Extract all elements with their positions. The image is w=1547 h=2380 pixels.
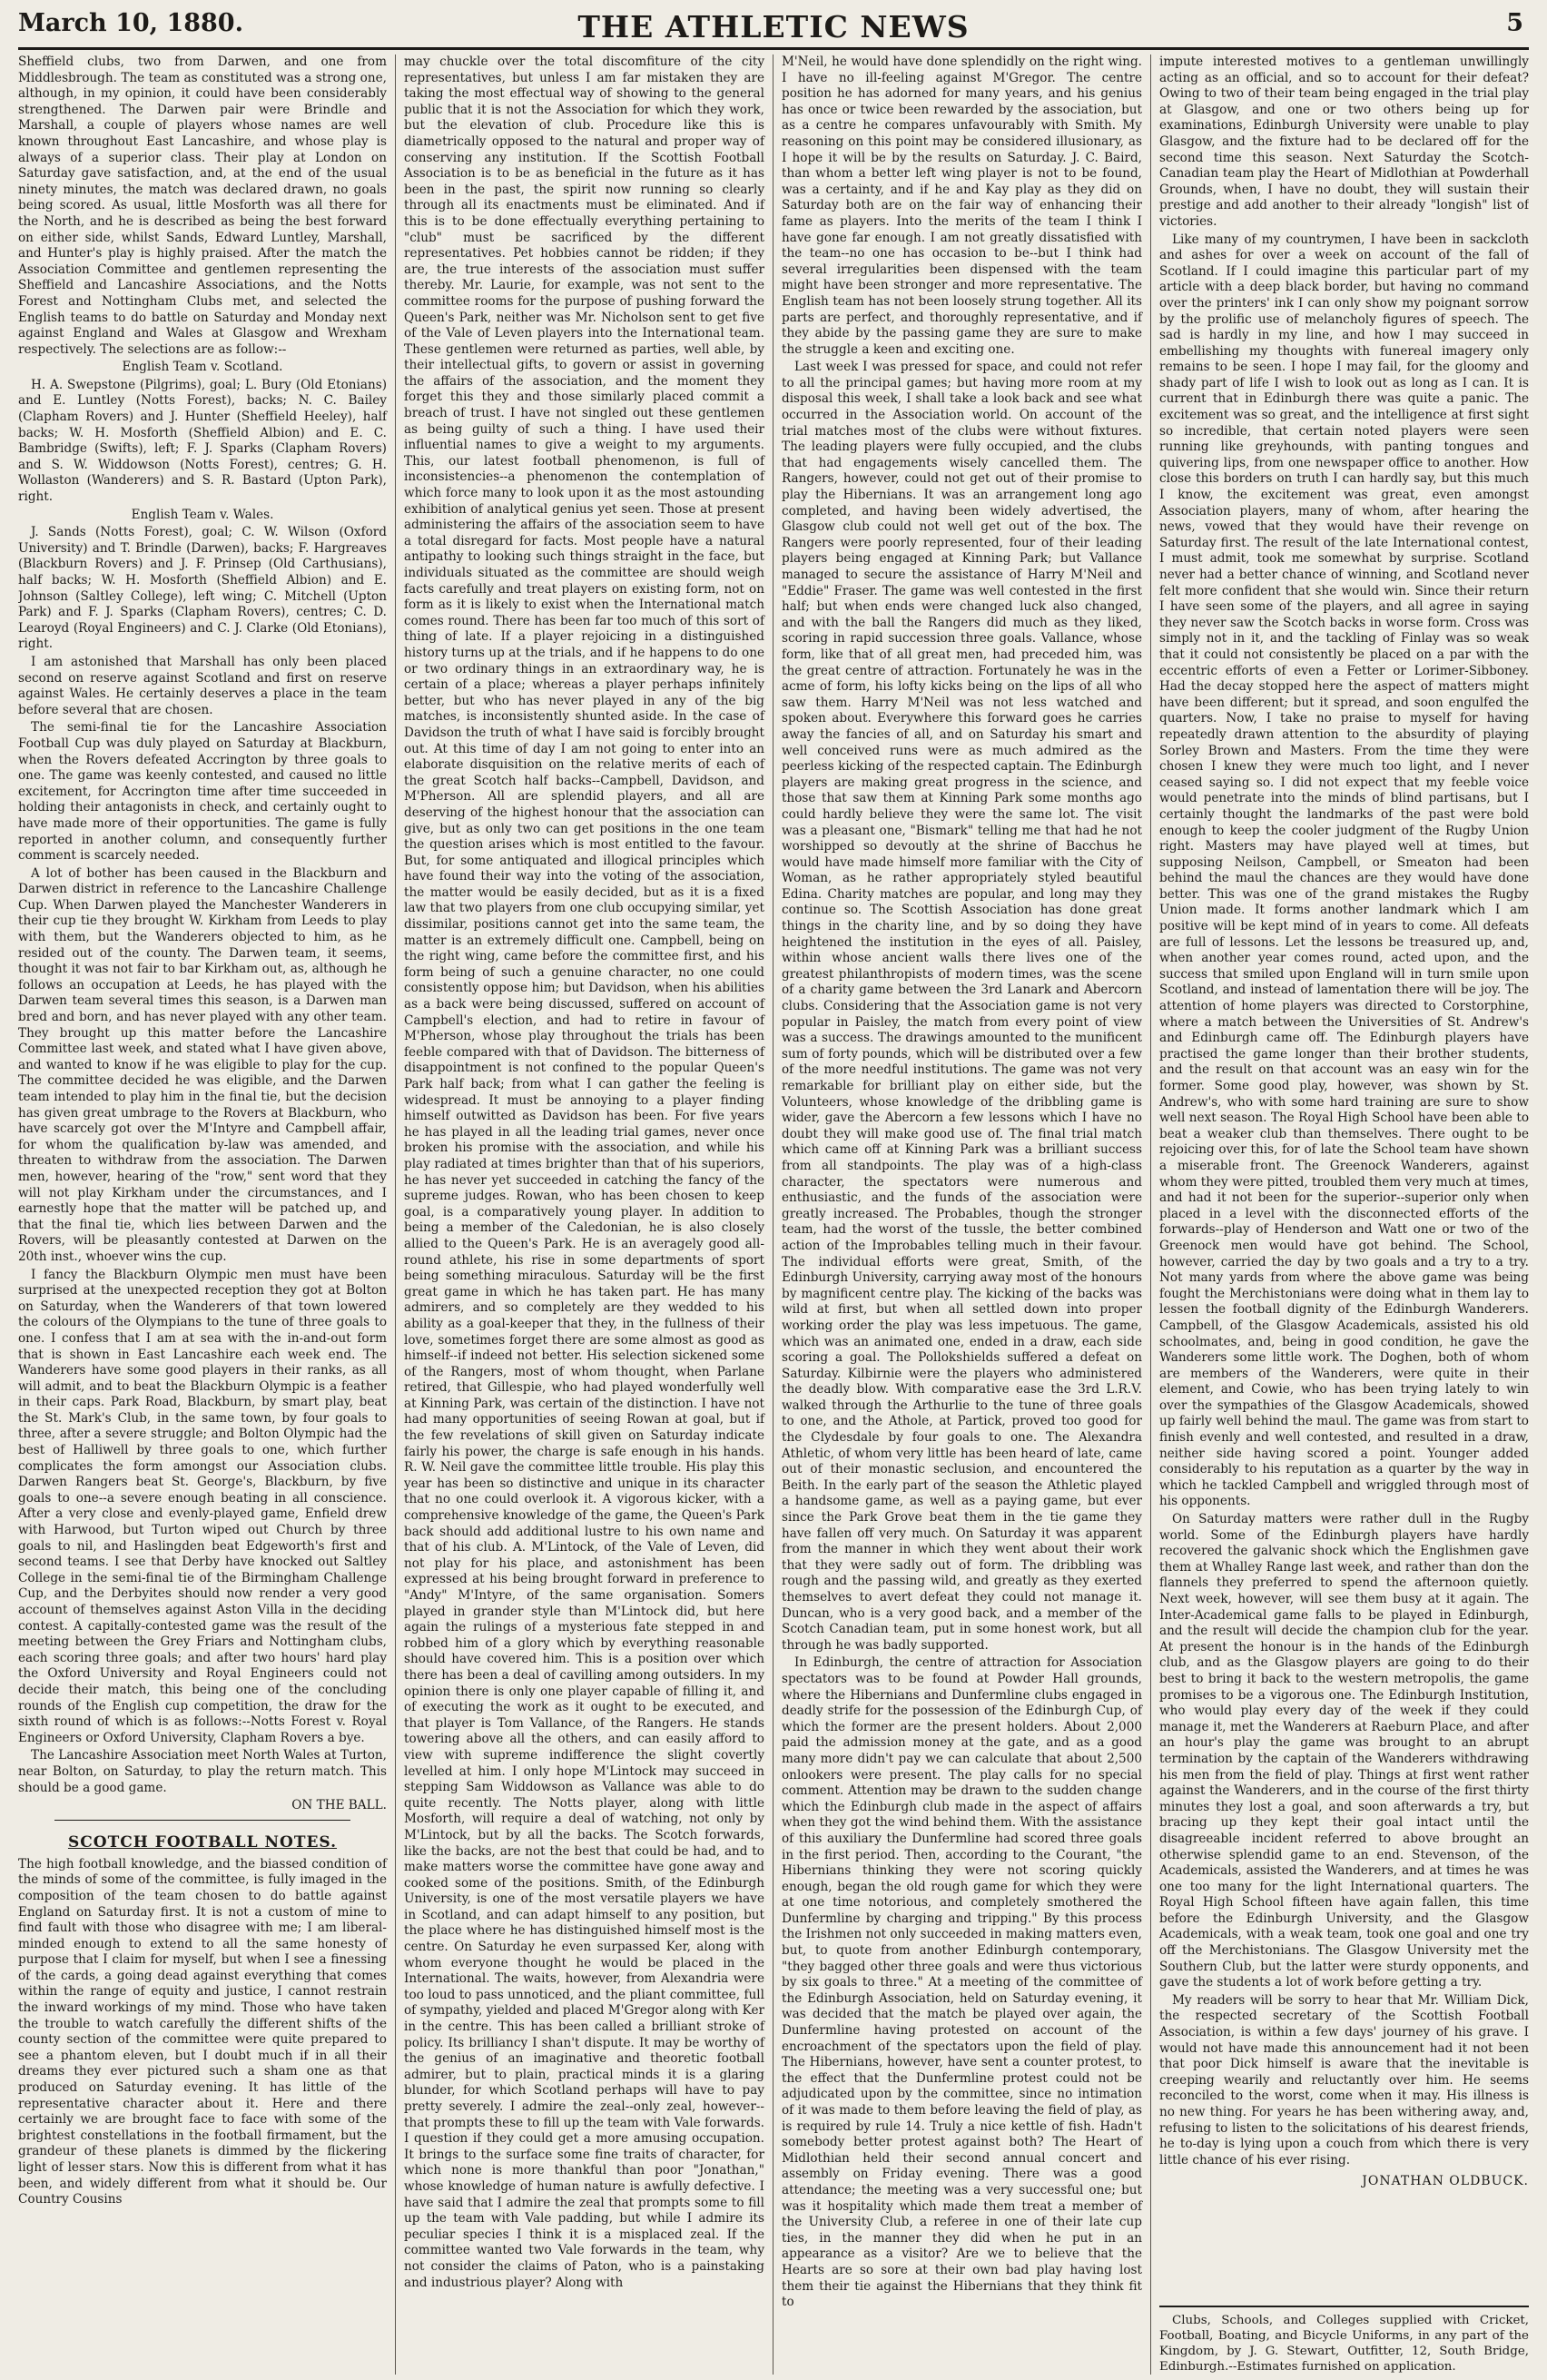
advertisement-text: Clubs, Schools, and Colleges supplied with Cricket, Football, Boating, and Bicycle Uniforms, in any part of the Kingdom, by J. G. Stewart, Outfitter, 12, South Bridge, Edinburgh.--Estimates furnished on application. [1159, 2314, 1529, 2374]
paragraph: The high football knowledge, and the biassed condition of the minds of some of the committee, is fully imaged in the composition of the team chosen to do battle against England on Saturday first. It is not a custom of mine to find fault with those who disagree with me; I am liberal-minded enough to extend to all the same honesty of purpose that I claim for myself, but when I see a finessing of the cards, a going dead against everything that comes within the range of equity and justice, I cannot restrain the inward workings of my mind. Those who have taken the trouble to watch carefully the different shifts of the county section of the committee were quite prepared to see a phantom eleven, but I doubt much if in all their dreams they ever pictured such a sham one as that produced on Saturday evening. It has little of the representative character about it. Here and there certainly we are brought face to face with some of the brightest constellations in the football firmament, but the grandeur of these planets is dimmed by the flickering light of lesser stars. Now this is different from what it has been, and widely different from what it should be. Our Country Cousins [18, 1856, 387, 2207]
section-heading: SCOTCH FOOTBALL NOTES. [67, 1832, 338, 1852]
team-heading: English Team v. Scotland. [122, 360, 283, 375]
paragraph: M'Neil, he would have done splendidly on the right wing. I have no ill-feeling against M'Gregor. The centre position he has adorned for many years, and his genius has once or twice been rewarded by the association, but as a centre he compares unfavourably with Smith. My reasoning on this point may be considered illusionary, as I hope it will be by the results on Saturday. J. C. Baird, than whom a better left wing player is not to be found, was a certainty, and if he and Kay play as they did on Saturday both are on the fair way of enhancing their fame as players. Into the merits of the team I think I have gone far enough. I am not greatly dissatisfied with the team--no one has occasion to be--but I think had several irregularities been dispensed with the team might have been stronger and more representative. The English team has not been loosely strung together. All its parts are perfect, and thoroughly representative, and if they abide by the passing game they are sure to make the struggle a keen and exciting one. [782, 54, 1142, 357]
paragraph: Sheffield clubs, two from Darwen, and one from Middlesbrough. The team as constituted was a strong one, although, in my opinion, it could have been considerably strengthened. The Darwen pair were Brindle and Marshall, a couple of players whose names are well known throughout East Lancashire, and whose play is always of a superior class. Their play at London on Saturday gave satisfaction, and, at the end of the usual ninety minutes, the match was declared drawn, no goals being scored. As usual, little Mosforth was all there for the North, and he is described as being the best forward on either side, whilst Sands, Edward Luntley, Marshall, and Hunter's play is highly praised. After the match the Association Committee and gentlemen representing the Sheffield and Lancashire Associations, and the Notts Forest and Nottingham Clubs met, and selected the English teams to do battle on Saturday and Monday next against England and Wales at Glasgow and Wrexham respectively. The selections are as follow:-- [18, 54, 387, 357]
newspaper-title: THE ATHLETIC NEWS [577, 9, 970, 44]
paragraph: may chuckle over the total discomfiture of the city representatives, but unless I am far mistaken they are taking the most effectual way of showing to the general public that it is not the Association for which they work, but the elevation of club. Procedure like this is diametrically opposed to the natural and proper way of conserving any institution. If the Scottish Football Association is to be as beneficial in the future as it has been in the past, the spirit now running so clearly through all its enactments must be eliminated. And if this is to be done effectually everything pertaining to "club" must be sacrificed by the different representatives. Pet hobbies cannot be ridden; if they are, the true interests of the association must suffer thereby. Mr. Laurie, for example, was not sent to the committee rooms for the purpose of pushing forward the Queen's Park, neither was Mr. Nicholson sent to get five of the Vale of Leven players into the International team. These gentlemen were returned as parties, well able, by their intellectual gifts, to govern or assist in governing the affairs of the association, and the moment they forget this they and those similarly placed commit a breach of trust. I have not singled out these gentlemen as being guilty of such a thing. I have used their influential names to give a weight to my arguments. This, our latest football phenomenon, is full of inconsistencies--a phenomenon the contemplation of which force many to look upon it as the most astounding exhibition of analytical genius yet seen. Those at present administering the affairs of the association seem to have a total disregard for facts. Most people have a natural antipathy to looking such things straight in the face, but individuals situated as the committee are should weigh facts carefully and treat players on existing form, not on form as it is likely to exist when the International match comes round. There has been far too much of this sort of thing of late. If a player rejoicing in a distinguished history turns up at the trials, and if he happens to do one or two ordinary things in an extraordinary way, he is certain of a place; whereas a player perhaps infinitely better, but who has never played in any of the big matches, is inconsistently shunted aside. In the case of Davidson the truth of what I have said is forcibly brought out. At this time of day I am not going to enter into an elaborate disquisition on the relative merits of each of the great Scotch half backs--Campbell, Davidson, and M'Pherson. All are splendid players, and all are deserving of the highest honour that the association can give, but as only two can get positions in the one team the question arises which is most entitled to the favour. But, for some antiquated and illogical principles which have found their way into the voting of the association, the matter would be easily decided, but as it is a fixed law that two players from one club occupying similar, yet dissimilar, positions cannot get into the same team, the matter is an extremely difficult one. Campbell, being on the right wing, came before the committee first, and his form being of such a genuine character, no one could consistently oppose him; but Davidson, when his abilities as a back were being discussed, suffered on account of Campbell's election, and had to retire in favour of M'Pherson, whose play throughout the trials has been feeble compared with that of Davidson. The bitterness of disappointment is not confined to the popular Queen's Park half back; from what I can gather the feeling is widespread. It must be annoying to a player finding himself outwitted as Davidson has been. For five years he has played in all the leading trial games, never once broken his promise with the association, and while his play radiated at times brighter than that of his superiors, he has never yet succeeded in catching the fancy of the supreme judges. Rowan, who has been chosen to keep goal, is a comparatively young player. In addition to being a member of the Caledonian, he is also closely allied to the Queen's Park. He is an averagely good all-round athlete, his rise in some departments of sport being something miraculous. Saturday will be the first great game in which he has taken part. He has many admirers, and so completely are they wedded to his ability as a goal-keeper that they, in the fullness of their love, sometimes forget there are some almost as good as himself--if indeed not better. His selection sickened some of the Rangers, most of whom thought, when Parlane retired, that Gillespie, who had played wonderfully well at Kinning Park, was certain of the distinction. I have not had many opportunities of seeing Rowan at goal, but if the few revelations of skill given on Saturday indicate fairly his power, the charge is safe enough in his hands. R. W. Neil gave the committee little trouble. His play this year has been so distinctive and unique in its character that no one could overlook it. A vigorous kicker, with a comprehensive knowledge of the game, the Queen's Park back should add additional lustre to his own name and that of his club. A. M'Lintock, of the Vale of Leven, did not play for his place, and astonishment has been expressed at his being brought forward in preference to "Andy" M'Intyre, of the same organisation. Somers played in grander style than M'Lintock did, but here again the rulings of a mysterious fate stepped in and robbed him of a glory which by everything reasonable should have covered him. This is a position over which there has been a deal of cavilling among outsiders. In my opinion there is only one player capable of filling it, and of executing the work as it ought to be executed, and that player is Tom Vallance, of the Rangers. He stands towering above all the others, and can easily afford to view with supreme indifference the slight covertly levelled at him. I only hope M'Lintock may succeed in stepping Sam Widdowson as Vallance was able to do quite recently. The Notts player, along with little Mosforth, will require a deal of watching, not only by M'Lintock, but by all the backs. The Scotch forwards, like the backs, are not the best that could be had, and to make matters worse the committee have gone away and cooked some of the positions. Smith, of the Edinburgh University, is one of the most versatile players we have in Scotland, and can adapt himself to any position, but the place where he has distinguished himself most is the centre. On Saturday he even surpassed Ker, along with whom everyone thought he would be placed in the International. The waits, however, from Alexandria were too loud to pass unnoticed, and the pliant committee, full of sympathy, yielded and placed M'Gregor along with Ker in the centre. This has been called a brilliant stroke of policy. Its brilliancy I shan't dispute. It may be worthy of the genius of an imaginative and theoretic football admirer, but to plain, practical minds it is a glaring blunder, for which Scotland perhaps will have to pay pretty severely. I admire the zeal--only zeal, however--that prompts these to fill up the team with Vale forwards. I question if they could get a more amusing occupation. It brings to the surface some fine traits of character, for which none is more thankful than poor "Jonathan," whose knowledge of human nature is awfully defective. I have said that I admire the zeal that prompts some to fill up the team with Vale padding, but while I admire its peculiar species I think it is a misplaced zeal. If the committee wanted two Vale forwards in the team, why not consider the claims of Paton, who is a painstaking and industrious player? Along with [404, 54, 764, 2290]
article-columns [18, 54, 1529, 2375]
paragraph: J. Sands (Notts Forest), goal; C. W. Wilson (Oxford University) and T. Brindle (Darwen), backs; F. Hargreaves (Blackburn Rovers) and J. F. Prinsep (Old Carthusians), half backs; W. H. Mosforth (Sheffield Albion) and E. Johnson (Saltley College), left wing; C. Mitchell (Upton Park) and F. J. Sparks (Clapham Rovers), centres; C. D. Learoyd (Royal Engineers) and C. J. Clarke (Old Etonians), right. [18, 525, 387, 652]
masthead [18, 7, 1529, 50]
paragraph: H. A. Swepstone (Pilgrims), goal; L. Bury (Old Etonians) and E. Luntley (Notts Forest), backs; N. C. Bailey (Clapham Rovers) and J. Hunter (Sheffield Heeley), half backs; W. H. Mosforth (Sheffield Albion) and E. C. Bambridge (Swifts), left; F. J. Sparks (Clapham Rovers) and S. W. Widdowson (Notts Forest), centres; G. H. Wollaston (Wanderers) and S. R. Bastard (Upton Park), right. [18, 377, 387, 505]
author-signature: ON THE BALL. [291, 1798, 387, 1813]
team-heading: English Team v. Wales. [131, 507, 274, 522]
paragraph: In Edinburgh, the centre of attraction for Association spectators was to be found at Powder Hall grounds, where the Hibernians and Dunfermline clubs engaged in deadly strife for the possession of the Edinburgh Cup, of which the former are the present holders. About 2,000 paid the admission money at the gate, and as a good many more didn't pay we can calculate that about 2,500 onlookers were present. The play calls for no special comment. Attention may be drawn to the sudden change which the Edinburgh club made in the aspect of affairs when they got the wind behind them. With the assistance of this auxiliary the Dunfermline had scored three goals in the first period. Then, according to the Courant, "the Hibernians thinking they were not scoring quickly enough, began the old rough game for which they were at one time notorious, and completely smothered the Dunfermline by charging and tripping." By this process the Irishmen not only succeeded in making matters even, but, to quote from another Edinburgh contemporary, "they bagged other three goals and were thus victorious by six goals to three." At a meeting of the committee of the Edinburgh Association, held on Saturday evening, it was decided that the match be played over again, the Dunfermline having protested on account of the encroachment of the spectators upon the field of play. The Hibernians, however, have sent a counter protest, to the effect that the Dunfermline protest could not be adjudicated upon by the committee, since no intimation of it was made to them before leaving the field of play, as is required by rule 14. Truly a nice kettle of fish. Hadn't somebody better protest against both? The Heart of Midlothian held their second annual concert and assembly on Friday evening. There was a good attendance; the meeting was a very successful one; but was it hospitality which made them treat a member of the University Club, a referee in one of their late cup ties, in the manner they did when he put in an appearance as a visitor? Are we to believe that the Hearts are so sore at their own bad play having lost them their tie against the Hibernians that they think fit to [782, 1655, 1142, 2310]
paragraph: impute interested motives to a gentleman unwillingly acting as an official, and so to account for their defeat? Owing to two of their team being engaged in the trial play at Glasgow, and one or two others being up for examinations, Edinburgh University were unable to play Glasgow, and the fixture had to be declared off for the second time this season. Next Saturday the Scotch-Canadian team play the Heart of Midlothian at Powderhall Grounds, when, I have no doubt, they will sustain their prestige and add another to their already "longish" list of victories. [1159, 54, 1529, 229]
column-1 [18, 54, 396, 2375]
advertisement [1159, 2306, 1529, 2375]
page-number: 5 [1506, 9, 1523, 37]
column-4 [1151, 54, 1529, 2375]
paragraph: Like many of my countrymen, I have been in sackcloth and ashes for over a week on account of the fall of Scotland. If I could imagine this particular part of my article with a deep black border, but having no command over the printers' ink I can only show my poignant sorrow by the prolific use of melancholy figures of speech. The sad is hardly in my line, and how I may succeed in embellishing my thoughts with funereal imagery only remains to be seen. I hope I may fail, for the gloomy and shady part of life I wish to look out as long as I can. It is current that in Edinburgh there was quite a panic. The excitement was so great, and the intelligence at first sight so incredible, that certain noted players were seen running like greyhounds, with panting tongues and quivering lips, from one newspaper office to another. How close this borders on truth I can hardly say, but this much I know, the excitement was great, even amongst Association players, many of whom, after hearing the news, vowed that they would have their revenge on Saturday first. The result of the late International contest, I must admit, took me somewhat by surprise. Scotland never had a better chance of winning, and Scotland never felt more confident that she would win. Since their return I have seen some of the players, and all agree in saying they never saw the Scotch backs in worse form. Cross was simply not in it, and the tackling of Finlay was so weak that it could not consistently be placed on a par with the eccentric efforts of even a Fetter or Lorimer-Sibboney. Had the decay stopped here the aspect of matters might have been different; but it spread, and soon engulfed the quarters. Now, I take no praise to myself for having repeatedly drawn attention to the absurdity of playing Sorley Brown and Masters. From the time they were chosen I knew they were much too light, and I never ceased saying so. I did not expect that my feeble voice would penetrate into the minds of blind partisans, but I certainly thought the landmarks of the past were bold enough to keep the cooler judgment of the Rugby Union right. Masters may have played well at times, but supposing Neilson, Campbell, or Smeaton had been behind the maul the chances are they would have done better. This was one of the grand mistakes the Rugby Union made. It forms another landmark which I am positive will be kept mind of in years to come. All defeats are full of lessons. Let the lessons be treasured up, and, when another year comes round, acted upon, and the success that smiled upon England will in turn smile upon Scotland, and instead of lamentation there will be joy. The attention of home players was directed to Corstorphine, where a match between the Universities of St. Andrew's and Edinburgh came off. The Edinburgh players have practised the game longer than their brother students, and the result on that account was an easy win for the former. Some good play, however, was shown by St. Andrew's, who with some hard training are sure to show well next season. The Royal High School have been able to beat a weaker club than themselves. There ought to be rejoicing over this, for of late the School team have shown a miserable front. The Greenock Wanderers, against whom they were pitted, troubled them very much at times, and had it not been for the superior--superior only when placed in a level with the disconnected efforts of the forwards--play of Henderson and Watt one or two of the Greenock men would have got behind. The School, however, carried the day by two goals and a try to a try. Not many yards from where the above game was being fought the Merchistonians were doing what in them lay to lessen the football dignity of the Edinburgh Wanderers. Campbell, of the Glasgow Academicals, assisted his old schoolmates, and, being in good condition, he gave the Wanderers some little work. The Doghen, both of whom are members of the Wanderers, were quite in their element, and Cowie, who has been trying lately to win over the sympathies of the Glasgow Academicals, showed up fairly well behind the maul. The game was from start to finish evenly and well contested, and resulted in a draw, neither side having scored a point. Younger added considerably to his reputation as a quarter by the way in which he tackled Campbell and wriggled through most of his opponents. [1159, 232, 1529, 1509]
column-3 [774, 54, 1151, 2375]
paragraph: The Lancashire Association meet North Wales at Turton, near Bolton, on Saturday, to play the return match. This should be a good game. [18, 1748, 387, 1795]
column-2 [396, 54, 774, 2375]
section-divider [54, 1820, 350, 1821]
paragraph: The semi-final tie for the Lancashire Association Football Cup was duly played on Saturday at Blackburn, when the Rovers defeated Accrington by three goals to one. The game was keenly contested, and caused no little excitement, for Accrington time after time succeeded in holding their antagonists in check, and certainly ought to have made more of their opportunities. The game is fully reported in another column, and consequently further comment is scarcely needed. [18, 720, 387, 864]
author-signature: JONATHAN OLDBUCK. [1362, 2174, 1529, 2189]
paragraph: My readers will be sorry to hear that Mr. William Dick, the respected secretary of the Scottish Football Association, is within a few days' journey of his grave. I would not have made this announcement had it not been that poor Dick himself is aware that the inevitable is creeping wearily and reluctantly over him. He seems reconciled to the worst, come when it may. His illness is no new thing. For years he has been withering away, and, refusing to listen to the solicitations of his dearest friends, he to-day is lying upon a couch from which there is very little chance of his ever rising. [1159, 1992, 1529, 2168]
paragraph: A lot of bother has been caused in the Blackburn and Darwen district in reference to the Lancashire Challenge Cup. When Darwen played the Manchester Wanderers in their cup tie they brought W. Kirkham from Leeds to play with them, but the Wanderers objected to him, as he resided out of the county. The Darwen team, it seems, thought it was not fair to bar Kirkham out, as, although he follows an occupation at Leeds, he has played with the Darwen team several times this season, is a Darwen man bred and born, and has never played with any other team. They brought up this matter before the Lancashire Committee last week, and stated what I have given above, and wanted to know if he was eligible to play for the cup. The committee decided he was eligible, and the Darwen team intended to play him in the final tie, but the decision has given great umbrage to the Rovers at Blackburn, who have scarcely got over the M'Intyre and Campbell affair, for whom the qualification by-law was amended, and threaten to withdraw from the association. The Darwen men, however, hearing of the "row," sent word that they will not play Kirkham under the circumstances, and I earnestly hope that the matter will be patched up, and that the final tie, which lies between Darwen and the Rovers, will be pleasantly contested at Darwen on the 20th inst., whoever wins the cup. [18, 865, 387, 1264]
issue-date: March 10, 1880. [18, 9, 243, 37]
paragraph: On Saturday matters were rather dull in the Rugby world. Some of the Edinburgh players have hardly recovered the galvanic shock which the Englishmen gave them at Whalley Range last week, and rather than don the flannels they preferred to spend the afternoon quietly. Next week, however, will see them busy at it again. The Inter-Academical game falls to be played in Edinburgh, and the result will decide the champion club for the year. At present the honour is in the hands of the Edinburgh club, and as the Glasgow players are going to do their best to bring it back to the western metropolis, the game promises to be a vigorous one. The Edinburgh Institution, who would play every day of the week if they could manage it, met the Wanderers at Raeburn Place, and after an hour's play the game was brought to an abrupt termination by the captain of the Wanderers withdrawing his men from the field of play. Things at first went rather against the Wanderers, and in the course of the first thirty minutes they lost a goal, and soon afterwards a try, but bracing up they kept their goal intact until the disagreeable incident referred to above brought an otherwise splendid game to an end. Stevenson, of the Academicals, assisted the Wanderers, and at times he was one too many for the light International quarters. The Royal High School fifteen have again fallen, this time before the Edinburgh University, and the Glasgow Academicals, with a weak team, took one goal and one try off the Merchistonians. The Glasgow University met the Southern Club, but the latter were sturdy opponents, and gave the students a lot of work before getting a try. [1159, 1512, 1529, 1990]
paragraph: I fancy the Blackburn Olympic men must have been surprised at the unexpected reception they got at Bolton on Saturday, when the Wanderers of that town lowered the colours of the Olympians to the tune of three goals to one. I confess that I am at sea with the in-and-out form that is shown in East Lancashire each week end. The Wanderers have some good players in their ranks, as all will admit, and to beat the Blackburn Olympic is a feather in their caps. Park Road, Blackburn, by smart play, beat the St. Mark's Club, in the same town, by four goals to three, after a severe struggle; and Bolton Olympic had the best of Halliwell by three goals to one, which further complicates the form amongst our Association clubs. Darwen Rangers beat St. George's, Blackburn, by five goals to one--a severe enough beating in all conscience. After a very close and evenly-played game, Enfield drew with Harwood, but Turton wiped out Church by three goals to nil, and Haslingden beat Edgeworth's first and second teams. I see that Derby have knocked out Saltley College in the semi-final tie of the Birmingham Challenge Cup, and the Derbyites should now render a very good account of themselves against Aston Villa in the deciding contest. A capitally-contested game was the result of the meeting between the Grey Friars and Nottingham clubs, each scoring three goals; and after two hours' hard play the Oxford University and Royal Engineers could not decide their match, this being one of the concluding rounds of the English cup competition, the draw for the sixth round of which is as follows:--Notts Forest v. Royal Engineers or Oxford University, Clapham Rovers a bye. [18, 1267, 387, 1745]
paragraph: Last week I was pressed for space, and could not refer to all the principal games; but having more room at my disposal this week, I shall take a look back and see what occurred in the Association world. On account of the trial matches most of the clubs were without fixtures. The leading players were fully occupied, and the clubs that had engagements wisely cancelled them. The Rangers, however, could not get out of their promise to play the Hibernians. It was an arrangement long ago completed, and having been widely advertised, the Glasgow club could not well get out of the box. The Rangers were poorly represented, four of their leading players being engaged at Kinning Park; but Vallance managed to secure the assistance of Harry M'Neil and "Eddie" Fraser. The game was well contested in the first half; but when ends were changed luck also changed, and with the ball the Rangers did much as they liked, scoring in rapid succession three goals. Vallance, whose form, like that of all great men, had preceded him, was the great centre of attraction. Fortunately he was in the acme of form, his lofty kicks being on the lips of all who saw them. Harry M'Neil was not less watched and spoken about. Everywhere this forward goes he carries away the fancies of all, and on Saturday his smart and well conceived runs were as much admired as the peerless kicking of the respected captain. The Edinburgh players are making great progress in the science, and those that saw them at Kinning Park some months ago could hardly believe they were the same lot. The visit was a pleasant one, "Bismark" telling me that had he not worshipped so devoutly at the shrine of Bacchus he would have made himself more familiar with the City of Woman, as he rather appropriately styled beautiful Edina. Charity matches are popular, and long may they continue so. The Scottish Association has done great things in the charity line, and by so doing they have heightened the institution in the eyes of all. Paisley, within whose ancient walls there lives one of the greatest philanthropists of modern times, was the scene of a charity game between the 3rd Lanark and Abercorn clubs. Considering that the Association game is not very popular in Paisley, the match from every point of view was a success. The drawings amounted to the munificent sum of forty pounds, which will be distributed over a few of the more needful institutions. The game was not very remarkable for brilliant play on either side, but the Volunteers, whose knowledge of the dribbling game is wider, gave the Abercorn a few lessons which I have no doubt they will make good use of. The final trial match which came off at Kinning Park was a brilliant success from all standpoints. The play was of a high-class character, the spectators were numerous and enthusiastic, and the funds of the association were greatly increased. The Probables, though the stronger team, had the worst of the tussle, the better combined action of the Improbables telling much in their favour. The individual efforts were great, Smith, of the Edinburgh University, carrying away most of the honours by magnificent centre play. The kicking of the backs was wild at first, but when all settled down into proper working order the play was less impetuous. The game, which was an animated one, ended in a draw, each side scoring a goal. The Pollokshields suffered a defeat on Saturday. Kilbirnie were the players who administered the deadly blow. With comparative ease the 3rd L.R.V. walked through the Arthurlie to the tune of three goals to one, and the Athole, at Partick, proved too good for the Clydesdale by four goals to one. The Alexandra Athletic, of whom very little has been heard of late, came out of their monastic seclusion, and encountered the Beith. In the early part of the season the Athletic played a handsome game, as well as a paying game, but ever since the Park Grove beat them in the tie game they have fallen off very much. On Saturday it was apparent from the manner in which they went about their work that they were sadly out of form. The dribbling was rough and the passing wild, and greatly as they exerted themselves to avert defeat they could not manage it. Duncan, who is a very good back, and a member of the Scotch Canadian team, put in some honest work, but all through he was badly supported. [782, 360, 1142, 1653]
paragraph: I am astonished that Marshall has only been placed second on reserve against Scotland and first on reserve against Wales. He certainly deserves a place in the team before several that are chosen. [18, 654, 387, 717]
